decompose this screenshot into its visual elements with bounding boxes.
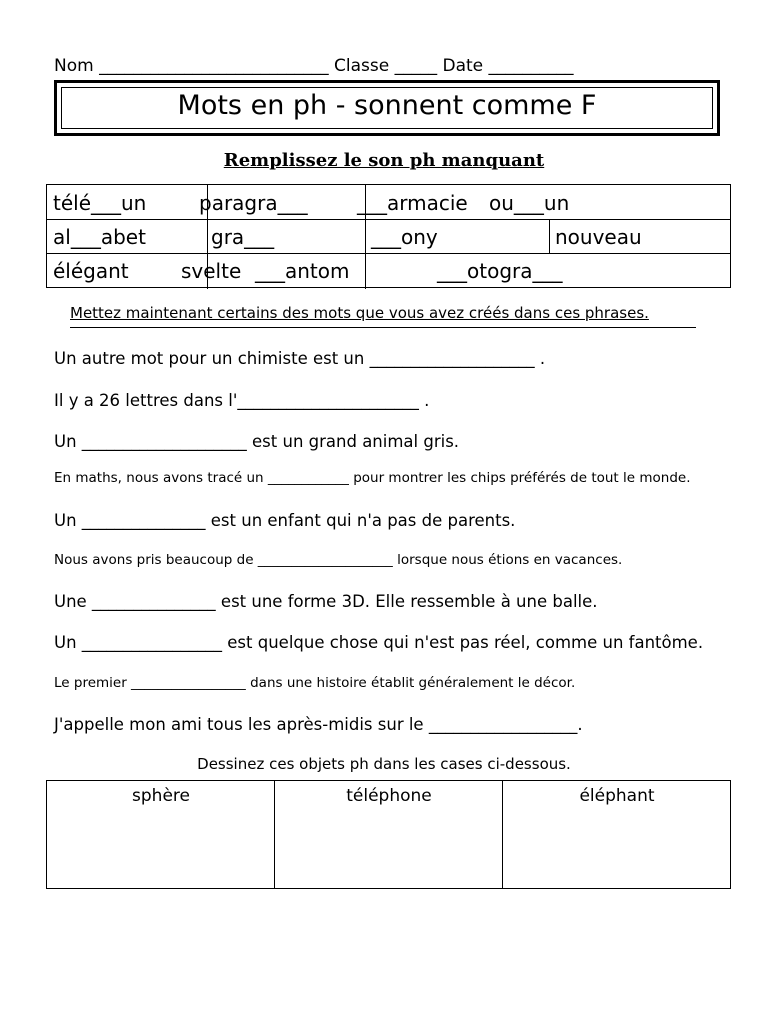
word-cell: paragra___ — [199, 191, 308, 215]
sentence: Un ____________________ est un grand animal gris. — [54, 432, 460, 451]
word-cell: élégant — [53, 259, 129, 283]
word-cell: télé___un — [53, 191, 147, 215]
word-cell: ___armacie — [357, 191, 468, 215]
draw-box-sphere[interactable] — [47, 781, 275, 888]
word-cell: nouveau — [555, 225, 642, 249]
word-cell: ___otogra___ — [437, 259, 563, 283]
sub-instructions: Mettez maintenant certains des mots que vous avez créés dans ces phrases. — [70, 304, 649, 322]
instructions-heading: Remplissez le son ph manquant — [223, 150, 545, 171]
word-cell: ___ony — [371, 225, 438, 249]
header-name-class-date: Nom ___________________________ Classe _____ Date __________ — [54, 56, 574, 76]
sentence: Un _________________ est quelque chose qui n'est pas réel, comme un fantôme. — [54, 633, 704, 652]
sentence: Un autre mot pour un chimiste est un ____________________ . — [54, 349, 546, 368]
sentence: J'appelle mon ami tous les après-midis sur le __________________. — [54, 715, 583, 734]
word-cell: gra___ — [211, 225, 275, 249]
draw-label: éléphant — [579, 786, 655, 806]
sentence: Le premier _________________ dans une histoire établit généralement le décor. — [54, 675, 576, 691]
word-table-col-divider — [365, 253, 366, 289]
sentence: Il y a 26 lettres dans l'______________________ . — [54, 391, 430, 410]
draw-instructions: Dessinez ces objets ph dans les cases ci-dessous. — [197, 755, 571, 773]
word-cell: svelte — [181, 259, 242, 283]
word-table — [46, 184, 731, 288]
sentence: Une _______________ est une forme 3D. Elle ressemble à une balle. — [54, 592, 598, 611]
word-table-col-divider — [549, 219, 550, 254]
sentence: En maths, nous avons tracé un ____________ pour montrer les chips préférés de tout le monde. — [54, 470, 691, 486]
word-table-row-divider — [47, 219, 730, 220]
word-cell: al___abet — [53, 225, 146, 249]
draw-table — [46, 780, 731, 889]
sentence: Nous avons pris beaucoup de ____________________ lorsque nous étions en vacances. — [54, 552, 623, 568]
draw-label: sphère — [132, 786, 190, 806]
sentence: Un _______________ est un enfant qui n'a pas de parents. — [54, 511, 516, 530]
sub-instructions-underline — [70, 327, 696, 328]
title-box — [54, 80, 720, 136]
word-cell: ___antom — [255, 259, 350, 283]
page-title: Mots en ph - sonnent comme F — [177, 90, 597, 121]
draw-box-elephant[interactable] — [503, 781, 731, 888]
draw-box-telephone[interactable] — [275, 781, 503, 888]
draw-label: téléphone — [346, 786, 432, 806]
word-cell: ou___un — [489, 191, 570, 215]
word-table-row-divider — [47, 253, 730, 254]
